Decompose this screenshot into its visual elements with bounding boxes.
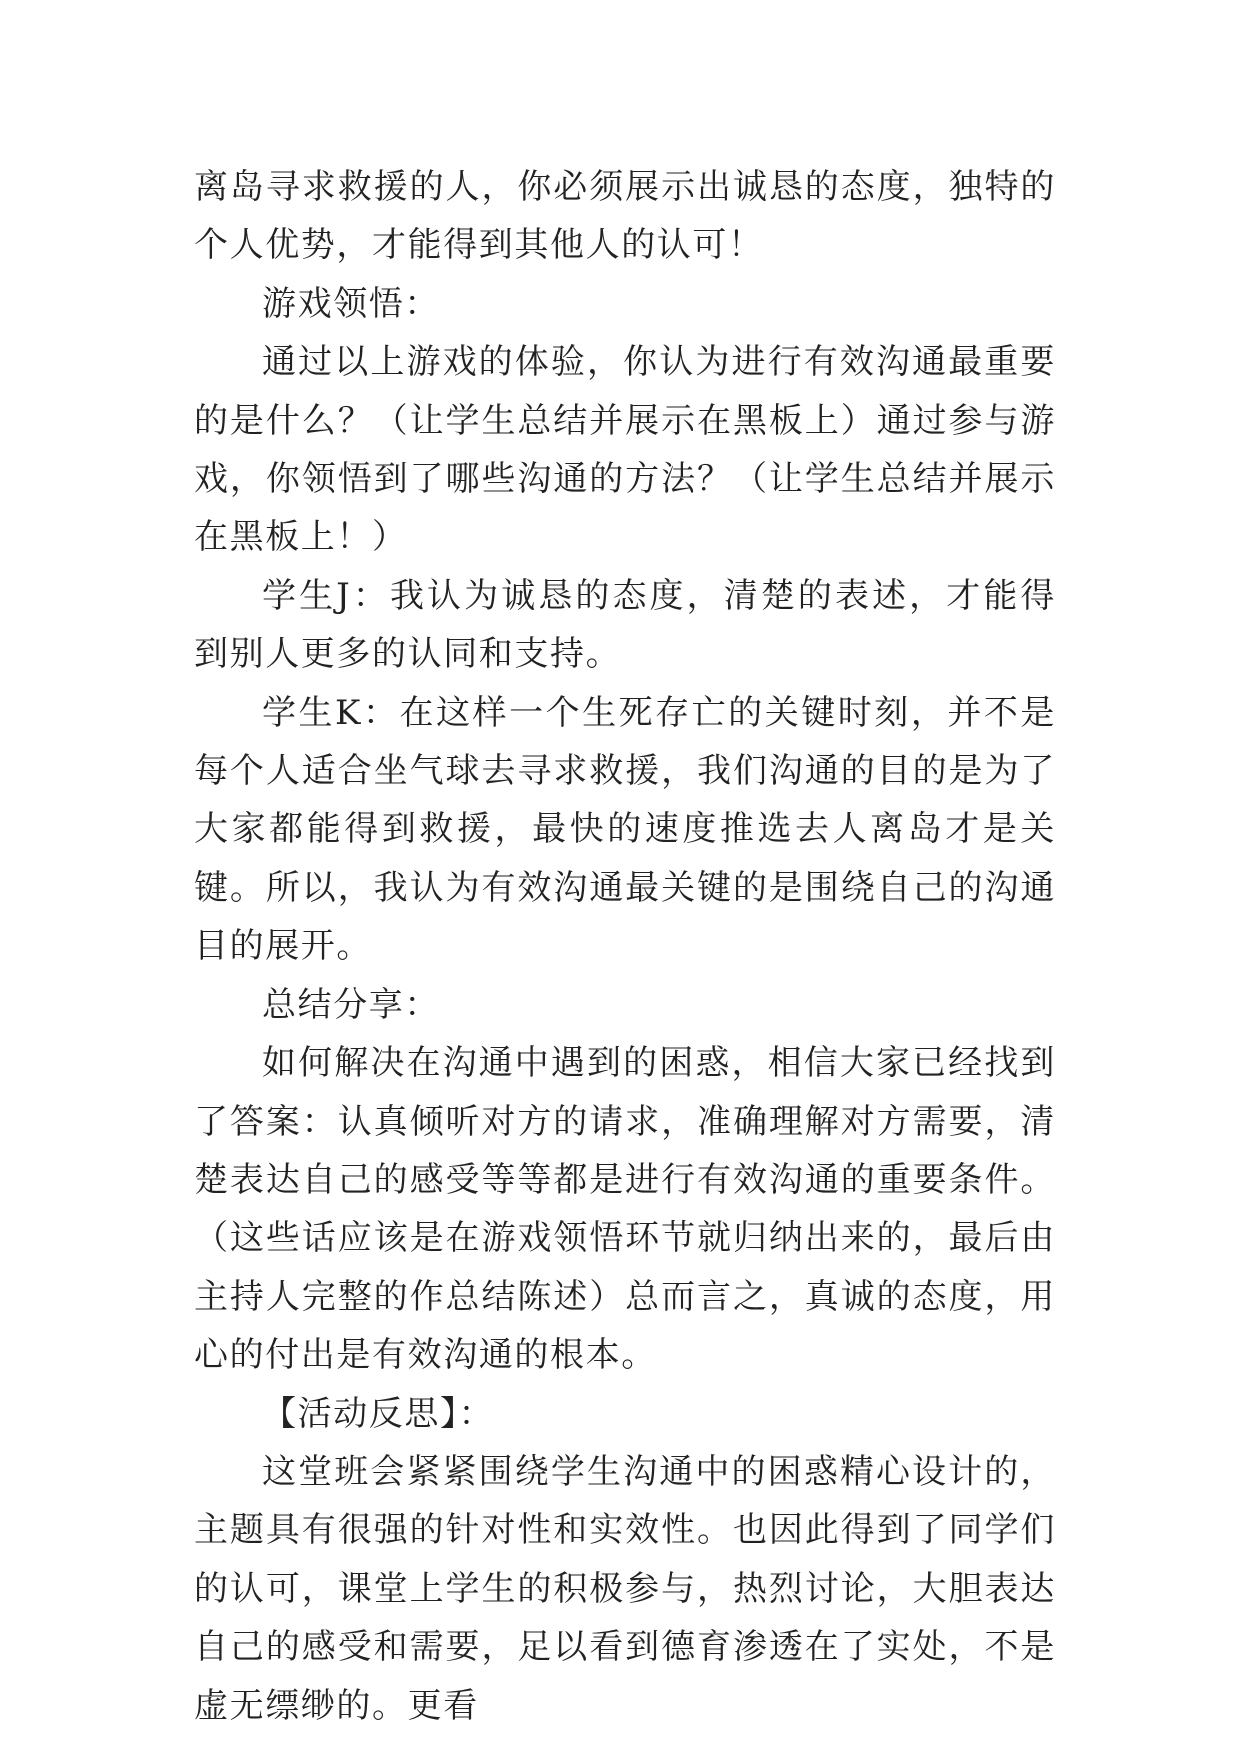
document-body — [194, 158, 1056, 1735]
paragraph-student-k: 学生K：在这样一个生死存亡的关键时刻，并不是每个人适合坐气球去寻求救援，我们沟通的目的是为了大家都能得到救援，最快的速度推选去人离岛才是关键。所以，我认为有效沟通最关键的是围绕自己的沟通目的展开。 — [194, 692, 1056, 967]
heading-game-insight: 游戏领悟： — [262, 283, 440, 324]
paragraph-reflection: 这堂班会紧紧围绕学生沟通中的困惑精心设计的，主题具有很强的针对性和实效性。也因此得到了同学们的认可，课堂上学生的积极参与，热烈讨论，大胆表达自己的感受和需要，足以看到德育渗透在了实处，不是虚无缥缈的。更看 — [194, 1451, 1056, 1726]
paragraph-summary: 如何解决在沟通中遇到的困惑，相信大家已经找到了答案：认真倾听对方的请求，准确理解对方需要，清楚表达自己的感受等等都是进行有效沟通的重要条件。（这些话应该是在游戏领悟环节就归纳出来的，最后由主持人完整的作总结陈述）总而言之，真诚的态度，用心的付出是有效沟通的根本。 — [194, 1043, 1056, 1376]
heading-summary-share: 总结分享： — [262, 984, 440, 1025]
paragraph-continued-rescue: 离岛寻求救援的人，你必须展示出诚恳的态度，独特的个人优势，才能得到其他人的认可！ — [194, 167, 1056, 266]
paragraph-game-questions: 通过以上游戏的体验，你认为进行有效沟通最重要的是什么？（让学生总结并展示在黑板上）通过参与游戏，你领悟到了哪些沟通的方法？（让学生总结并展示在黑板上！） — [194, 342, 1056, 558]
heading-activity-reflection: 【活动反思】： — [262, 1393, 495, 1434]
paragraph-student-j: 学生J：我认为诚恳的态度，清楚的表述，才能得到别人更多的认同和支持。 — [194, 575, 1056, 675]
